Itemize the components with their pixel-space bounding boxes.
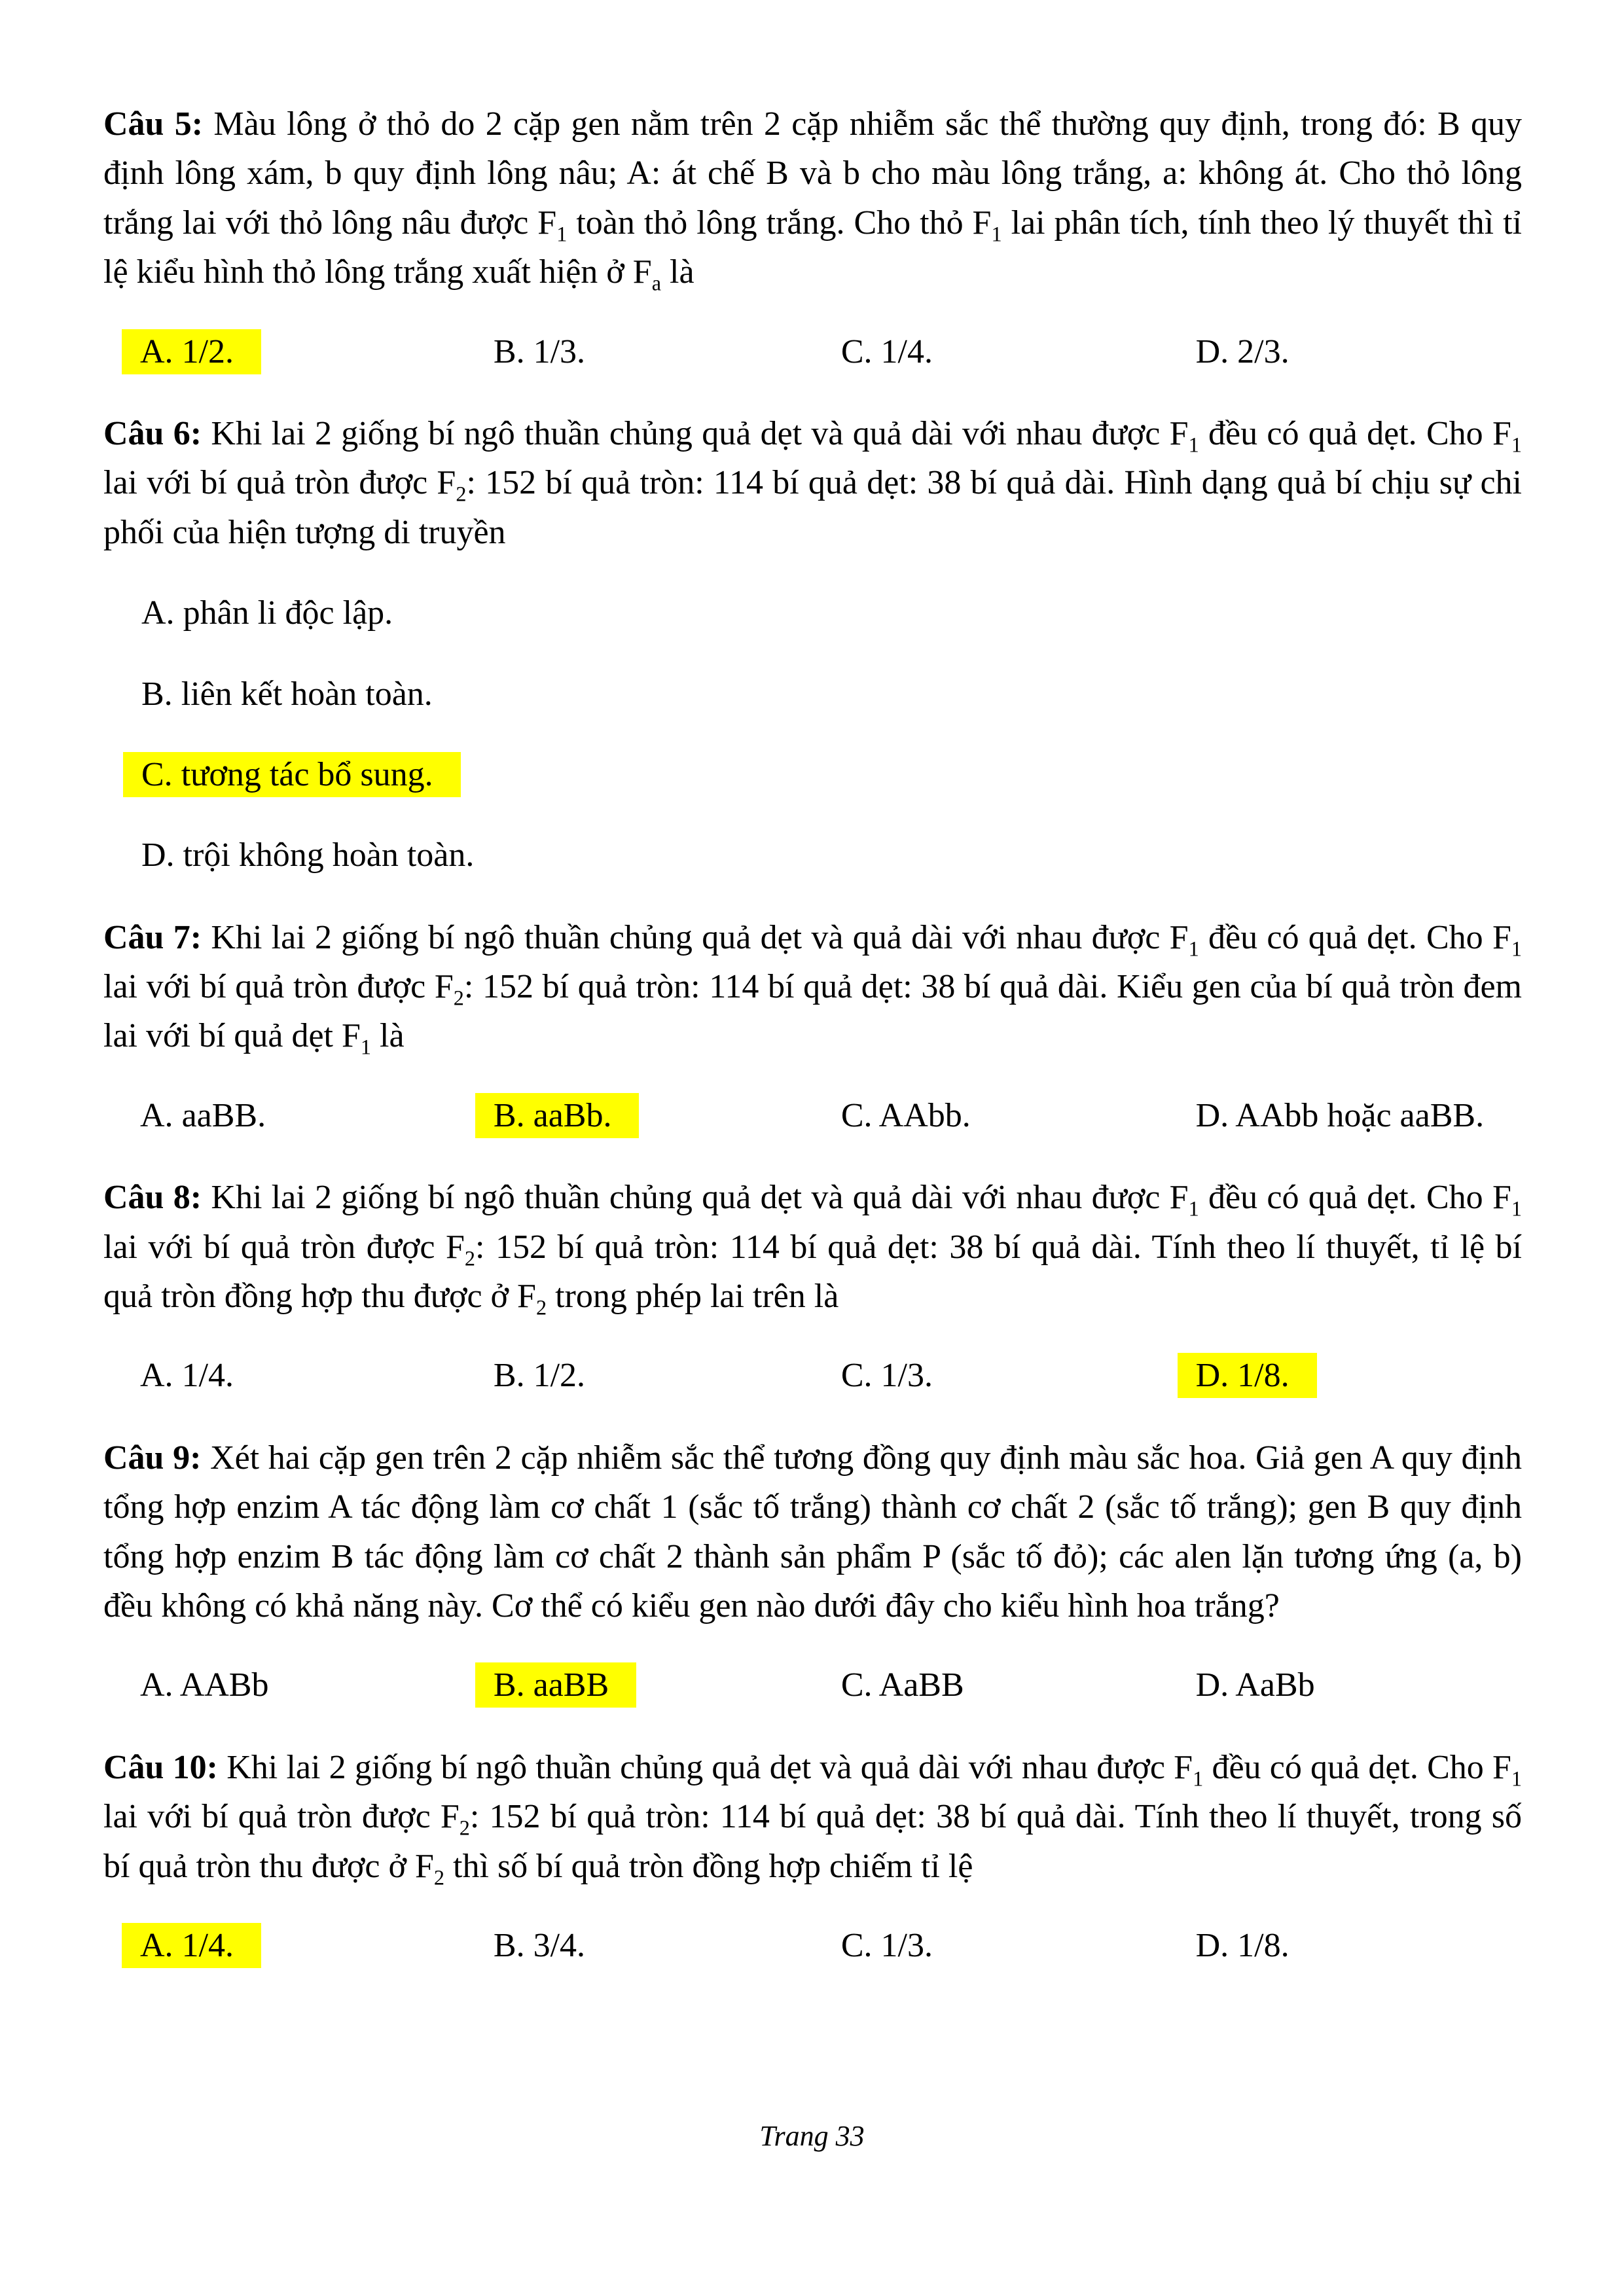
option-label: C.: [840, 1357, 873, 1395]
subscript: 1: [1188, 433, 1199, 457]
question-body-text: lai phân tích, tính theo lý thuyết thì tỉ lệ kiểu hình thỏ lông trắng xuất hiện ở F: [103, 204, 1522, 291]
option-text: 1/4.: [880, 332, 933, 370]
option-label: D.: [141, 836, 175, 874]
question-number: Câu 8:: [103, 1179, 202, 1217]
question-body-text: lai với bí quả tròn được F: [103, 1228, 465, 1266]
option-a: [103, 1921, 494, 1970]
answer-highlight: [123, 752, 461, 797]
question-6: [103, 409, 1522, 880]
option-b: [103, 670, 1522, 719]
question-body-text: đều có quả dẹt. Cho F: [1199, 918, 1511, 956]
page-footer: Trang 33: [759, 2120, 865, 2152]
question-body-text: đều có quả dẹt. Cho F: [1203, 1748, 1511, 1786]
option-text: AABb: [179, 1666, 269, 1704]
question-body-text: Khi lai 2 giống bí ngô thuần chủng quả dẹt và quả dài với nhau được F: [202, 918, 1189, 956]
option-label: D.: [1195, 1357, 1229, 1395]
option-label: D.: [1195, 1096, 1229, 1134]
question-body-text: : 152 bí quả tròn: 114 bí quả dẹt: 38 bí quả dài. Tính theo lí thuyết, tỉ lệ bí quả tròn đồng hợp thu được ở F: [103, 1228, 1522, 1316]
options-row: [103, 1351, 1522, 1400]
question-number: Câu 9:: [103, 1439, 202, 1477]
option-label: A.: [140, 332, 173, 370]
option-text: trội không hoàn toàn.: [183, 836, 475, 874]
question-5: [103, 99, 1522, 376]
option-text: 1/3.: [533, 332, 586, 370]
question-8: [103, 1173, 1522, 1401]
options-row: [103, 1091, 1522, 1140]
question-9: [103, 1433, 1522, 1710]
question-body-text: là: [661, 253, 695, 291]
subscript: 2: [433, 1865, 445, 1889]
option-label: C.: [840, 332, 873, 370]
options-row: [103, 327, 1522, 376]
option-d: [1196, 1660, 1522, 1710]
option-b: [494, 327, 841, 376]
option-a: [103, 588, 1522, 637]
option-b: [494, 1660, 841, 1710]
subscript: 1: [1193, 1767, 1204, 1791]
option-c: [841, 327, 1196, 376]
option-c: [841, 1351, 1196, 1400]
option-c: [841, 1660, 1196, 1710]
option-text: AaBb: [1235, 1666, 1315, 1704]
option-label: A.: [140, 1666, 173, 1704]
question-body-text: đều có quả dẹt. Cho F: [1199, 414, 1511, 452]
option-text: phân li độc lập.: [183, 594, 393, 632]
answer-highlight: [122, 1923, 261, 1968]
option-c: [841, 1921, 1196, 1970]
question-body-text: lai với bí quả tròn được F: [103, 464, 456, 502]
option-d: [1196, 1921, 1522, 1970]
question-number: Câu 10:: [103, 1748, 219, 1786]
option-label: A.: [140, 1096, 173, 1134]
option-label: D.: [1195, 332, 1229, 370]
subscript: 1: [556, 222, 568, 246]
question-body-text: lai với bí quả tròn được F: [103, 968, 454, 1006]
question-body-text: Khi lai 2 giống bí ngô thuần chủng quả dẹt và quả dài với nhau được F: [202, 414, 1189, 452]
question-body-text: đều có quả dẹt. Cho F: [1199, 1179, 1511, 1217]
subscript: 2: [459, 1816, 470, 1840]
option-label: B.: [493, 1096, 525, 1134]
option-a: [103, 1091, 494, 1140]
subscript: 1: [1188, 1196, 1199, 1221]
option-label: B.: [493, 1666, 525, 1704]
option-label: C.: [840, 1926, 873, 1964]
options-row: [103, 1921, 1522, 1970]
option-label: B.: [493, 1357, 525, 1395]
question-body-text: trong phép lai trên là: [547, 1278, 839, 1316]
option-text: 1/4.: [181, 1357, 234, 1395]
option-b: [494, 1351, 841, 1400]
option-text: 1/2.: [533, 1357, 586, 1395]
option-label: D.: [1195, 1666, 1229, 1704]
option-label: A.: [141, 594, 175, 632]
option-b: [494, 1921, 841, 1970]
option-c: [841, 1091, 1196, 1140]
option-d: [103, 831, 1522, 880]
option-text: tương tác bổ sung.: [181, 755, 433, 793]
question-body-text: thì số bí quả tròn đồng hợp chiếm tỉ lệ: [444, 1847, 973, 1885]
question-6-text: [103, 409, 1522, 557]
question-number: Câu 5:: [103, 105, 204, 143]
question-body-text: Khi lai 2 giống bí ngô thuần chủng quả dẹt và quả dài với nhau được F: [218, 1748, 1193, 1786]
subscript: 1: [1511, 1767, 1523, 1791]
option-text: 2/3.: [1237, 332, 1290, 370]
option-text: AAbb hoặc aaBB.: [1235, 1096, 1485, 1134]
question-body-text: là: [371, 1017, 405, 1055]
option-text: AAbb.: [878, 1096, 971, 1134]
option-label: B.: [493, 332, 525, 370]
question-body-text: : 152 bí quả tròn: 114 bí quả dẹt: 38 bí quả dài. Kiểu gen của bí quả tròn đem lai với bí quả dẹt F: [103, 968, 1522, 1055]
answer-highlight: [475, 1093, 640, 1138]
answer-highlight: [122, 329, 261, 374]
option-label: A.: [140, 1357, 173, 1395]
option-d: [1196, 1351, 1522, 1400]
option-c: [103, 750, 1522, 799]
option-text: 1/3.: [880, 1357, 933, 1395]
option-d: [1196, 327, 1522, 376]
subscript: 1: [991, 222, 1002, 246]
question-7: [103, 913, 1522, 1141]
answer-highlight: [475, 1662, 636, 1708]
question-body-text: : 152 bí quả tròn: 114 bí quả dẹt: 38 bí quả dài. Hình dạng quả bí chịu sự chi phối của hiện tượng di truyền: [103, 464, 1522, 551]
subscript: 2: [535, 1295, 547, 1319]
option-text: 1/3.: [880, 1926, 933, 1964]
question-10-text: [103, 1743, 1522, 1891]
question-body-text: Màu lông ở thỏ do 2 cặp gen nằm trên 2 cặp nhiễm sắc thể thường quy định, trong đó: B quy định lông xám, b quy định lông nâu; A: át chế B và b cho màu lông trắng, a: không át. Cho thỏ lông trắng lai với thỏ lông nâu được F: [103, 105, 1522, 242]
option-text: aaBB.: [181, 1096, 266, 1134]
option-text: 1/8.: [1237, 1357, 1290, 1395]
options-row: [103, 1660, 1522, 1710]
question-5-text: [103, 99, 1522, 297]
subscript: 1: [1511, 937, 1523, 961]
option-label: C.: [141, 755, 173, 793]
question-number: Câu 7:: [103, 918, 202, 956]
subscript: 2: [453, 986, 464, 1010]
option-text: 1/2.: [181, 332, 234, 370]
option-label: A.: [140, 1926, 173, 1964]
question-body-text: Xét hai cặp gen trên 2 cặp nhiễm sắc thể tương đồng quy định màu sắc hoa. Giả gen A quy định tổng hợp enzim A tác động làm cơ chất 1 (sắc tố trắng) thành cơ chất 2 (sắc tố trắng); gen B quy định tổng hợp enzim B tác động làm cơ chất 2 thành sản phẩm P (sắc tố đỏ); các alen lặn tương ứng (a, b) đều không có khả năng này. Cơ thể có kiểu gen nào dưới đây cho kiểu hình hoa trắng?: [103, 1439, 1522, 1624]
subscript: 2: [456, 482, 467, 506]
option-a: [103, 1660, 494, 1710]
question-10: [103, 1743, 1522, 1971]
question-9-text: [103, 1433, 1522, 1631]
option-text: aaBB: [533, 1666, 609, 1704]
option-text: 3/4.: [533, 1926, 586, 1964]
option-label: B.: [493, 1926, 525, 1964]
answer-highlight: [1178, 1353, 1317, 1398]
question-body-text: Khi lai 2 giống bí ngô thuần chủng quả dẹt và quả dài với nhau được F: [202, 1179, 1189, 1217]
option-text: aaBb.: [533, 1096, 612, 1134]
question-body-text: : 152 bí quả tròn: 114 bí quả dẹt: 38 bí quả dài. Tính theo lí thuyết, trong số bí quả tròn thu được ở F: [103, 1798, 1522, 1885]
option-d: [1196, 1091, 1522, 1140]
option-label: C.: [840, 1666, 873, 1704]
subscript: 1: [1511, 1196, 1523, 1221]
option-label: B.: [141, 675, 173, 713]
subscript: 2: [464, 1246, 476, 1270]
option-label: C.: [840, 1096, 873, 1134]
option-a: [103, 327, 494, 376]
option-label: D.: [1195, 1926, 1229, 1964]
subscript: a: [651, 271, 662, 295]
question-7-text: [103, 913, 1522, 1061]
question-body-text: toàn thỏ lông trắng. Cho thỏ F: [567, 204, 992, 242]
option-a: [103, 1351, 494, 1400]
question-8-text: [103, 1173, 1522, 1321]
option-b: [494, 1091, 841, 1140]
subscript: 1: [1188, 937, 1199, 961]
question-body-text: lai với bí quả tròn được F: [103, 1798, 460, 1836]
option-text: liên kết hoàn toàn.: [181, 675, 433, 713]
option-text: 1/4.: [181, 1926, 234, 1964]
option-text: AaBB: [878, 1666, 964, 1704]
option-text: 1/8.: [1237, 1926, 1290, 1964]
question-number: Câu 6:: [103, 414, 202, 452]
subscript: 1: [1511, 433, 1523, 457]
subscript: 1: [360, 1035, 372, 1059]
